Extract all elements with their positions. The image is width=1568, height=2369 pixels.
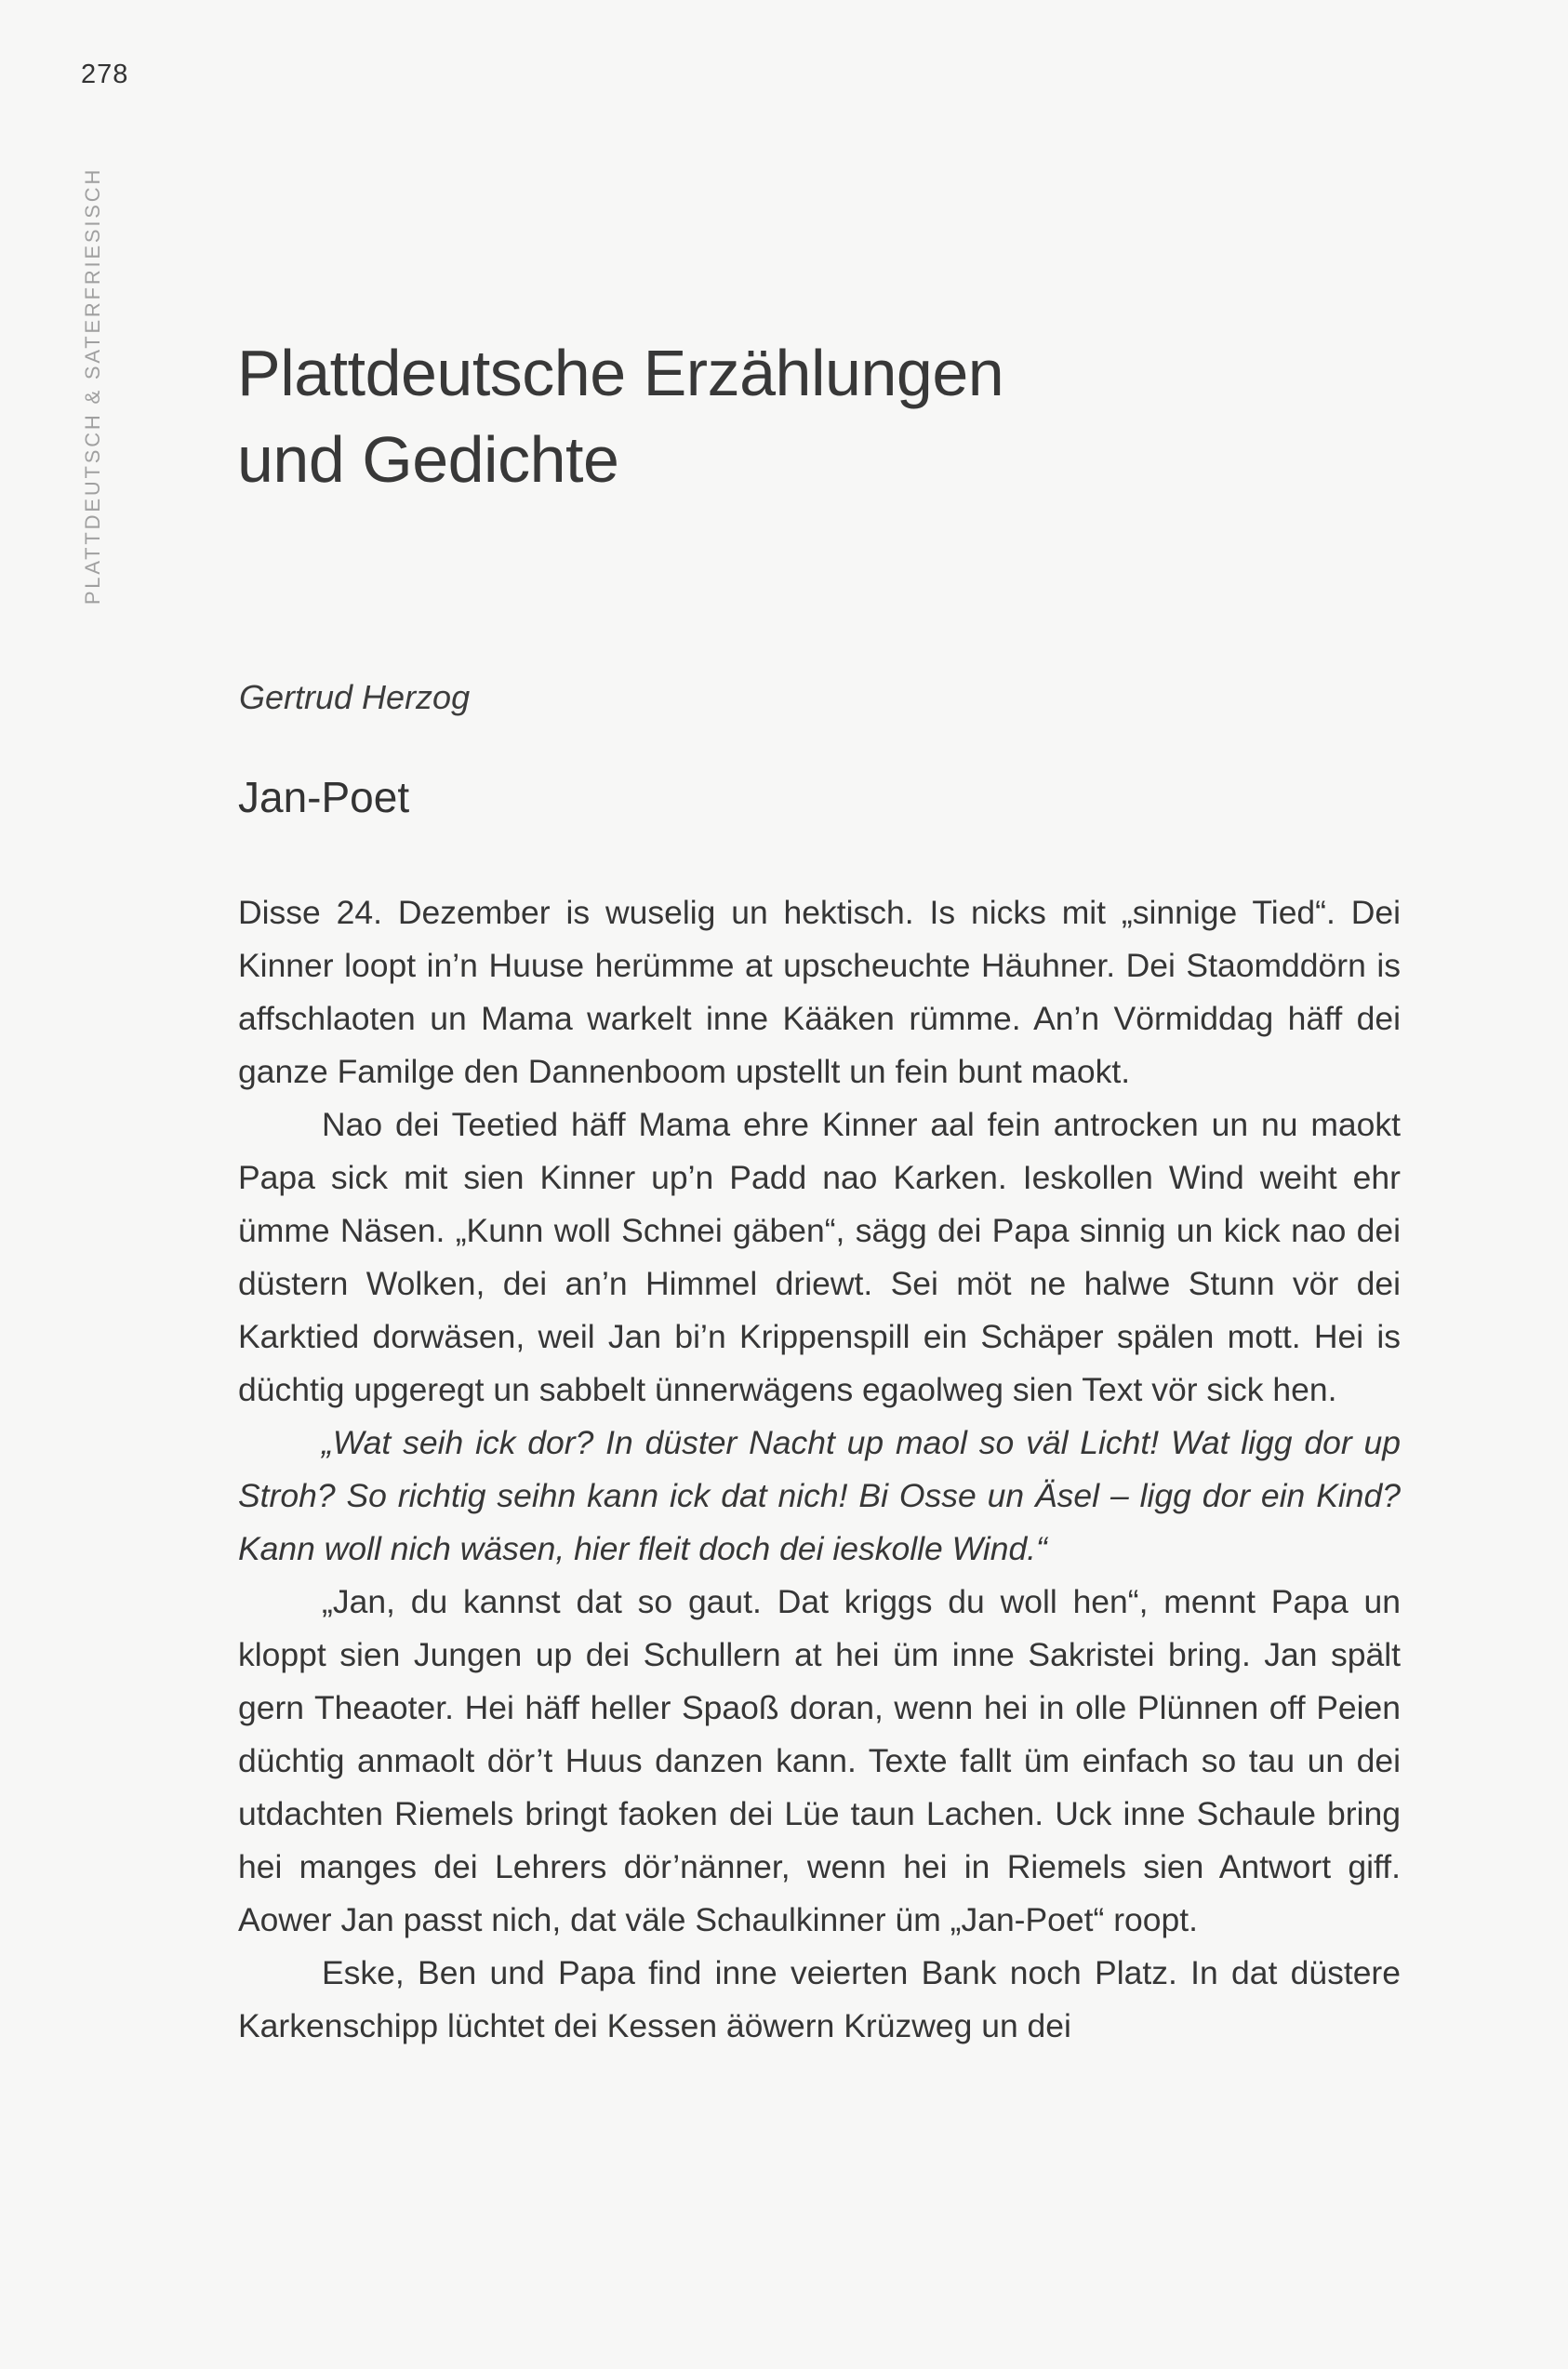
running-head: PLATTDEUTSCH & SATERFRIESISCH — [81, 166, 104, 606]
paragraph: Nao dei Teetied häff Mama ehre Kinner aal fein antrocken un nu maokt Papa sick mit sien Kinner up’n Padd nao Karken. Ieskollen Wind weiht ehr ümme Näsen. „Kunn woll Schnei gäben“, sägg dei Papa sinnig un kick nao dei düstern Wolken, dei an’n Himmel driewt. Sei möt ne halwe Stunn vör dei Karktied dorwäsen, weil Jan bi’n Krippenspill ein Schäper spälen mott. Hei is düchtig upgeregt un sabbelt ünnerwägens egaolweg sien Text vör sick hen. — [238, 1106, 1401, 1408]
chapter-title-line-2: und Gedichte — [237, 423, 619, 496]
author-name: Gertrud Herzog — [239, 678, 471, 716]
paragraph: Eske, Ben und Papa find inne veierten Bank noch Platz. In dat düstere Karkenschipp lüchtet dei Kessen äöwern Krüzweg un dei — [238, 1954, 1401, 2044]
story-title: Jan-Poet — [238, 773, 410, 821]
chapter-title-line-1: Plattdeutsche Erzählungen — [237, 337, 1004, 409]
chapter-title — [237, 330, 1400, 503]
paragraph: „Jan, du kannst dat so gaut. Dat kriggs du woll hen“, mennt Papa un kloppt sien Jungen up dei Schullern at hei üm inne Sakristei bring. Jan spält gern Theaoter. Hei häff heller Spaoß doran, wenn hei in olle Plünnen off Peien düchtig anmaolt dör’t Huus danzen kann. Texte fallt üm einfach so tau un dei utdachten Riemels bringt faoken dei Lüe taun Lachen. Uck inne Schaule bring hei manges dei Lehrers dör’nänner, wenn hei in Riemels sien Antwort giff. Aower Jan passt nich, dat väle Schaulkinner üm „Jan-Poet“ roopt. — [238, 1583, 1401, 1938]
quoted-verse: „Wat seih ick dor? In düster Nacht up maol so väl Licht! Wat ligg dor up Stroh? So richtig seihn kann ick dat nich! Bi Osse un Äsel – ligg dor ein Kind? Kann woll nich wäsen, hier fleit doch dei ieskolle Wind.“ — [238, 1424, 1401, 1567]
body-text — [238, 886, 1401, 2053]
page-number: 278 — [81, 60, 129, 89]
paragraph: Disse 24. Dezember is wuselig un hektisch. Is nicks mit „sinnige Tied“. Dei Kinner loopt in’n Huuse herümme at upscheuchte Häuhner. Dei Staomddörn is affschlaoten un Mama warkelt inne Kääken rümme. An’n Vörmiddag häff dei ganze Familge den Dannenboom upstellt un fein bunt maokt. — [238, 894, 1401, 1090]
